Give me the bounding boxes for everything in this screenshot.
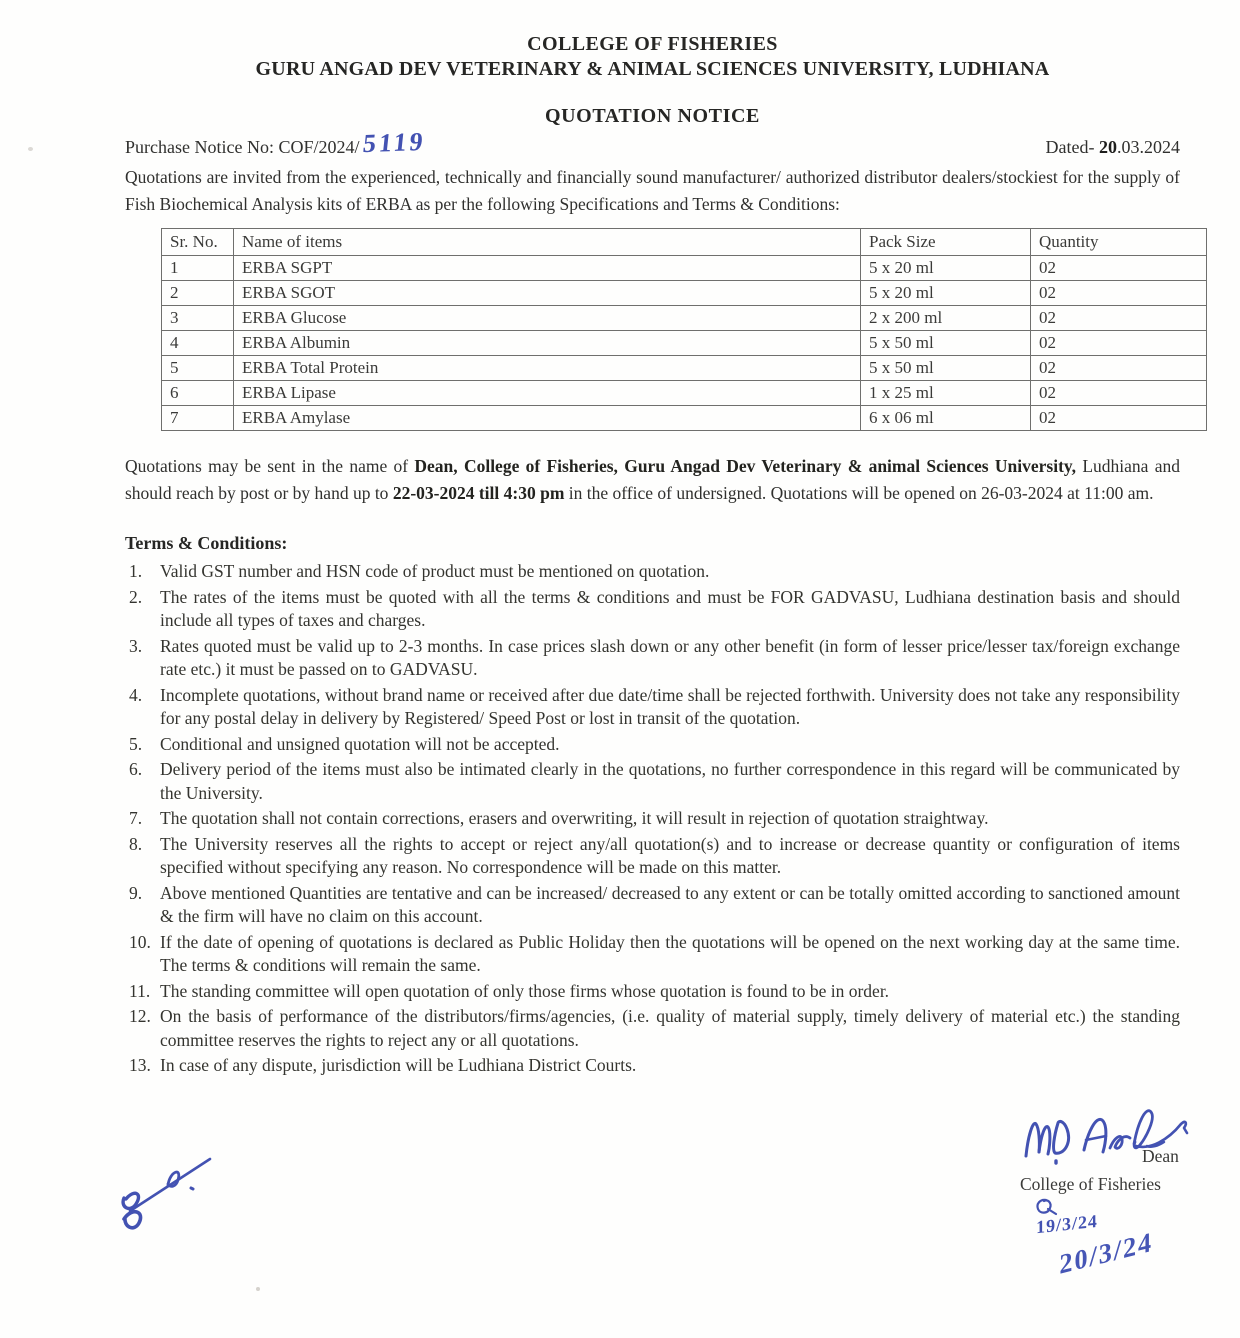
term-item-5: Conditional and unsigned quotation will not be accepted. (160, 733, 560, 754)
table-row (162, 381, 1207, 406)
purchase-notice-label: Purchase Notice No: COF/2024/ (125, 137, 360, 157)
dispatch-part2: Ludhiana and should reach by post or by hand up to (125, 456, 1180, 503)
cell-sr-no: 4 (162, 331, 234, 356)
col-header-pack-size: Pack Size (861, 229, 1031, 256)
dispatch-part1: Quotations may be sent in the name of (125, 456, 415, 476)
terms-heading: Terms & Conditions: (125, 533, 288, 553)
dean-signature-block (1000, 1092, 1220, 1292)
cell-pack-size: 2 x 200 ml (861, 306, 1031, 331)
signature-org: College of Fisheries (1020, 1174, 1161, 1194)
table-row (162, 281, 1207, 306)
dispatch-paragraph (125, 453, 1180, 507)
term-item-11: The standing committee will open quotation of only those firms whose quotation is found to be in order. (160, 980, 890, 1001)
initials-ink-icon (112, 1135, 252, 1240)
document-header (125, 32, 1180, 82)
dispatch-addressee: Dean, College of Fisheries, Guru Angad Dev Veterinary & animal Sciences University, (414, 456, 1077, 476)
col-header-name: Name of items (234, 229, 861, 256)
col-header-sr-no: Sr. No. (162, 229, 234, 256)
term-item-6: Delivery period of the items must also be intimated clearly in the quotations, no further correspondence in this regard will be communicated by the University. (160, 759, 1180, 803)
cell-sr-no: 2 (162, 281, 234, 306)
cell-sr-no: 6 (162, 381, 234, 406)
handwritten-notice-number: 5119 (362, 126, 428, 159)
cell-sr-no: 3 (162, 306, 234, 331)
term-item-4: Incomplete quotations, without brand name or received after due date/time shall be rejected forthwith. University does not take any responsibility for any postal delay in delivery by Registered/ Speed Post or lost in transit of the quotation. (160, 684, 1180, 728)
table-row (162, 331, 1207, 356)
cell-item-name: ERBA Lipase (234, 381, 861, 406)
receiving-initials-signature (112, 1135, 252, 1240)
dated-prefix: Dated- (1045, 137, 1099, 157)
cell-pack-size: 5 x 20 ml (861, 281, 1031, 306)
cell-item-name: ERBA SGPT (234, 256, 861, 281)
dispatch-part3: in the office of undersigned. Quotations will be opened on 26-03-2024 at 11:00 am. (564, 483, 1154, 503)
cell-item-name: ERBA Amylase (234, 406, 861, 431)
cell-quantity: 02 (1031, 281, 1207, 306)
dated-text (1046, 137, 1180, 158)
items-table (161, 228, 1207, 431)
table-row (162, 256, 1207, 281)
cell-quantity: 02 (1031, 306, 1207, 331)
cell-sr-no: 7 (162, 406, 234, 431)
dispatch-deadline: 22-03-2024 till 4:30 pm (392, 483, 565, 503)
col-header-quantity: Quantity (1031, 229, 1207, 256)
cell-item-name: ERBA Albumin (234, 331, 861, 356)
cell-quantity: 02 (1031, 256, 1207, 281)
term-item-2: The rates of the items must be quoted with all the terms & conditions and must be FOR GADVASU, Ludhiana destination basis and should include all types of taxes and charges. (160, 586, 1180, 630)
reference-row (125, 126, 1180, 162)
table-row (162, 306, 1207, 331)
term-item-13: In case of any dispute, jurisdiction will be Ludhiana District Courts. (160, 1055, 637, 1075)
table-row (162, 356, 1207, 381)
notice-title: QUOTATION NOTICE (544, 105, 760, 127)
term-item-10: If the date of opening of quotations is declared as Public Holiday then the quotations will be opened on the next working day at the same time. The terms & conditions will remain the same. (160, 931, 1180, 975)
handwritten-date-2: 20/3/24 (1059, 1225, 1154, 1281)
scan-artifact (256, 1287, 260, 1291)
term-item-12: On the basis of performance of the distributors/firms/agencies, (i.e. quality of material supply, timely delivery of material etc.) the standing committee reserves the rights to reject any or all quotations. (160, 1006, 1180, 1050)
purchase-notice-number (125, 126, 428, 160)
term-item-8: The University reserves all the rights to accept or reject any/all quotation(s) and to increase or decrease quantity or configuration of items specified without specifying any reason. No correspondence will be made on this matter. (160, 833, 1180, 877)
cell-pack-size: 5 x 50 ml (861, 331, 1031, 356)
cell-pack-size: 5 x 50 ml (861, 356, 1031, 381)
scan-artifact (28, 147, 33, 151)
table-row (162, 406, 1207, 431)
handwritten-date-1: 19/3/24 (1036, 1210, 1098, 1238)
cell-quantity: 02 (1031, 356, 1207, 381)
term-item-1: Valid GST number and HSN code of product must be mentioned on quotation. (160, 561, 710, 581)
cell-quantity: 02 (1031, 331, 1207, 356)
signature-title: Dean (1142, 1146, 1179, 1166)
cell-sr-no: 5 (162, 356, 234, 381)
terms-list (125, 560, 1180, 1078)
university-name: GURU ANGAD DEV VETERINARY & ANIMAL SCIENCES UNIVERSITY, LUDHIANA (255, 58, 1050, 80)
term-item-7: The quotation shall not contain corrections, erasers and overwriting, it will result in rejection of quotation straightway. (160, 808, 989, 828)
term-item-9: Above mentioned Quantities are tentative and can be increased/ decreased to any extent or can be totally omitted according to sanctioned amount & the firm will have no claim on this account. (160, 882, 1180, 926)
dated-rest: .03.2024 (1117, 137, 1180, 157)
college-name: COLLEGE OF FISHERIES (527, 33, 778, 55)
cell-item-name: ERBA Total Protein (234, 356, 861, 381)
cell-item-name: ERBA SGOT (234, 281, 861, 306)
dated-day: 20 (1099, 137, 1117, 157)
term-item-3: Rates quoted must be valid up to 2-3 months. In case prices slash down or any other benefit (in form of lesser price/lesser tax/foreign exchange rate etc.) it must be passed on to GADVASU. (160, 635, 1180, 679)
cell-pack-size: 1 x 25 ml (861, 381, 1031, 406)
cell-quantity: 02 (1031, 381, 1207, 406)
cell-item-name: ERBA Glucose (234, 306, 861, 331)
cell-quantity: 02 (1031, 406, 1207, 431)
cell-pack-size: 6 x 06 ml (861, 406, 1031, 431)
table-header-row (162, 229, 1207, 256)
intro-paragraph: Quotations are invited from the experienced, technically and financially sound manufacturer/ authorized distributor dealers/stockiest for the supply of Fish Biochemical Analysis kits of ERBA as per the following Specifications and Terms & Conditions: (125, 167, 1180, 214)
cell-pack-size: 5 x 20 ml (861, 256, 1031, 281)
cell-sr-no: 1 (162, 256, 234, 281)
